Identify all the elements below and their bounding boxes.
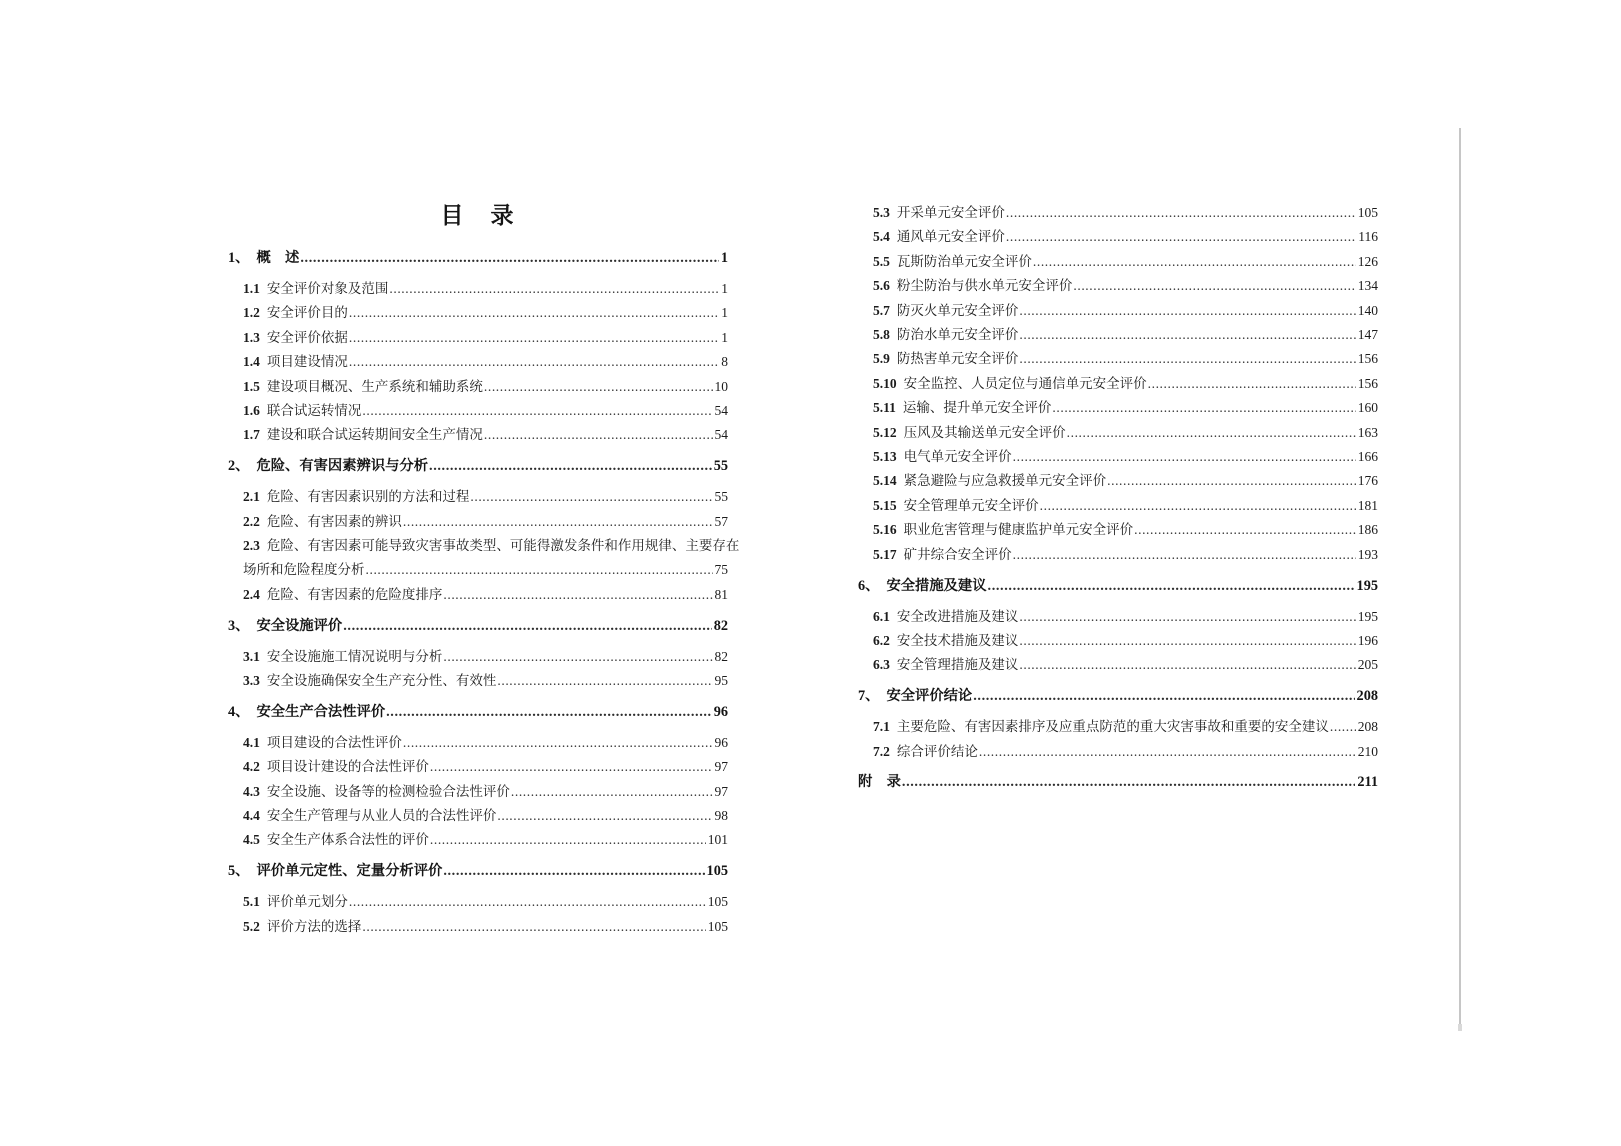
toc-entries-left bbox=[228, 246, 740, 939]
dot-leader bbox=[349, 350, 719, 374]
toc-entry bbox=[858, 715, 1378, 739]
toc-entry-page: 160 bbox=[1357, 400, 1378, 416]
toc-entry bbox=[858, 250, 1378, 274]
toc-left-column bbox=[228, 197, 740, 939]
toc-entry bbox=[858, 605, 1378, 629]
toc-entry bbox=[228, 804, 728, 828]
toc-entry-page: 82 bbox=[713, 617, 728, 634]
toc-entry bbox=[228, 700, 728, 724]
dot-leader bbox=[1067, 421, 1356, 445]
toc-entry bbox=[228, 485, 728, 509]
toc-entry-number: 7.1 bbox=[873, 719, 890, 735]
toc-entry-number: 1.1 bbox=[243, 280, 260, 296]
toc-entry-title: 安全生产合法性评价 bbox=[256, 703, 386, 720]
toc-entry bbox=[228, 669, 728, 693]
toc-entry-number: 3.3 bbox=[243, 673, 260, 688]
toc-entry-page: 140 bbox=[1357, 302, 1378, 318]
toc-entry-number: 1.7 bbox=[243, 427, 260, 443]
toc-entry bbox=[858, 225, 1378, 249]
dot-leader bbox=[349, 301, 719, 325]
toc-entry-number: 5.12 bbox=[873, 424, 897, 440]
toc-entry-title: 安全生产体系合法性的评价 bbox=[266, 832, 429, 848]
toc-entry bbox=[228, 583, 728, 607]
toc-entry bbox=[858, 469, 1378, 493]
toc-entry bbox=[228, 780, 728, 804]
toc-entry-page: 82 bbox=[714, 648, 728, 664]
dot-leader bbox=[1107, 469, 1356, 493]
dot-leader bbox=[443, 645, 712, 669]
toc-entry bbox=[228, 859, 728, 883]
dot-leader bbox=[1052, 396, 1355, 420]
dot-leader bbox=[511, 780, 713, 804]
toc-entry-number: 2、 bbox=[228, 458, 250, 475]
dot-leader bbox=[1134, 518, 1356, 542]
toc-entry-page: 8 bbox=[721, 354, 728, 370]
toc-entry-page: 156 bbox=[1357, 375, 1378, 391]
dot-leader bbox=[403, 731, 713, 755]
dot-leader bbox=[430, 828, 706, 852]
toc-entry-number: 1.3 bbox=[243, 329, 260, 345]
dot-leader bbox=[300, 246, 719, 270]
toc-entry-title: 建设项目概况、生产系统和辅助系统 bbox=[266, 378, 483, 394]
toc-entry-title: 安全措施及建议 bbox=[886, 577, 987, 594]
toc-entry bbox=[228, 915, 728, 939]
toc-entry bbox=[228, 510, 728, 534]
page-edge-line bbox=[1459, 128, 1461, 1028]
toc-entry-page: 195 bbox=[1356, 577, 1378, 594]
dot-leader bbox=[362, 915, 705, 939]
toc-entry-page: 57 bbox=[714, 513, 728, 529]
dot-leader bbox=[1040, 494, 1356, 518]
dot-leader bbox=[1330, 715, 1356, 739]
toc-entry-page: 181 bbox=[1357, 497, 1378, 513]
dot-leader bbox=[973, 684, 1354, 708]
toc-entry-title: 评价单元定性、定量分析评价 bbox=[256, 863, 443, 880]
dot-leader bbox=[484, 423, 713, 447]
toc-entry-page: 166 bbox=[1357, 449, 1378, 465]
toc-entry-page: 211 bbox=[1357, 774, 1378, 791]
toc-entry-title: 危险、有害因素可能导致灾害事故类型、可能得激发条件和作用规律、主要存在 bbox=[266, 537, 740, 553]
toc-entry bbox=[858, 372, 1378, 396]
toc-entry bbox=[228, 731, 728, 755]
toc-entry-title: 矿井综合安全评价 bbox=[903, 546, 1012, 562]
toc-entry-title: 紧急避险与应急救援单元安全评价 bbox=[903, 473, 1107, 489]
dot-leader bbox=[1019, 347, 1355, 371]
toc-entry bbox=[228, 534, 740, 583]
toc-entry bbox=[858, 543, 1378, 567]
toc-entry-title: 项目建设情况 bbox=[266, 354, 348, 370]
toc-entry-page: 95 bbox=[714, 673, 728, 688]
toc-entry-page: 97 bbox=[714, 783, 728, 799]
toc-entry-page: 210 bbox=[1357, 743, 1378, 759]
toc-entry-title: 项目设计建设的合法性评价 bbox=[266, 759, 429, 775]
toc-entry-number: 4.3 bbox=[243, 783, 260, 799]
toc-entry-title: 危险、有害因素的辨识 bbox=[266, 513, 402, 529]
toc-entry-title: 安全管理单元安全评价 bbox=[903, 497, 1039, 513]
dot-leader bbox=[1019, 299, 1355, 323]
toc-entry-number: 5.1 bbox=[243, 894, 260, 910]
toc-entry-number: 5.16 bbox=[873, 522, 897, 538]
toc-entry-page: 195 bbox=[1357, 608, 1378, 624]
dot-leader bbox=[362, 399, 712, 423]
toc-entry-number: 4、 bbox=[228, 703, 250, 720]
toc-entry-page: 147 bbox=[1357, 327, 1378, 343]
toc-entry-page: 208 bbox=[1357, 719, 1378, 735]
toc-entry-number: 1.5 bbox=[243, 378, 260, 394]
toc-entry-number: 5.2 bbox=[243, 918, 260, 934]
toc-entry bbox=[858, 629, 1378, 653]
toc-entry-page: 101 bbox=[707, 832, 728, 848]
toc-entry-title: 建设和联合试运转期间安全生产情况 bbox=[266, 427, 483, 443]
toc-entry-number: 5.3 bbox=[873, 205, 890, 220]
toc-entry-number: 5.7 bbox=[873, 302, 890, 318]
toc-entry-number: 6.3 bbox=[873, 657, 890, 673]
toc-entry-number: 5.14 bbox=[873, 473, 897, 489]
toc-entry bbox=[228, 645, 728, 669]
dot-leader bbox=[988, 574, 1355, 598]
toc-entry-title: 危险、有害因素辨识与分析 bbox=[256, 458, 429, 475]
toc-entry-title: 附 录 bbox=[858, 774, 901, 791]
dot-leader bbox=[484, 375, 713, 399]
toc-entry-title: 安全设施、设备等的检测检验合法性评价 bbox=[266, 783, 510, 799]
dot-leader bbox=[1019, 653, 1355, 677]
toc-entry-number: 6.1 bbox=[873, 608, 890, 624]
dot-leader bbox=[1006, 201, 1356, 225]
toc-entry bbox=[858, 770, 1378, 794]
toc-entry-page: 163 bbox=[1357, 424, 1378, 440]
toc-entry-title: 项目建设的合法性评价 bbox=[266, 734, 402, 750]
dot-leader bbox=[343, 614, 711, 638]
toc-entry-title: 危险、有害因素识别的方法和过程 bbox=[266, 489, 470, 505]
toc-entry-title: 运输、提升单元安全评价 bbox=[902, 400, 1052, 416]
toc-entry bbox=[858, 653, 1378, 677]
toc-entry bbox=[228, 301, 728, 325]
toc-entry-line1 bbox=[243, 534, 740, 558]
dot-leader bbox=[443, 583, 712, 607]
toc-entry bbox=[228, 614, 728, 638]
toc-entry-page: 126 bbox=[1357, 253, 1378, 269]
toc-entry-number: 2.1 bbox=[243, 489, 260, 505]
toc-entry-page: 55 bbox=[714, 489, 728, 505]
toc-entry-title: 安全评价目的 bbox=[266, 305, 348, 321]
toc-entry-title: 安全管理措施及建议 bbox=[896, 657, 1019, 673]
toc-entry bbox=[228, 755, 728, 779]
toc-entry-page: 205 bbox=[1357, 657, 1378, 673]
toc-entry-number: 5.13 bbox=[873, 449, 897, 465]
page-title: 目 录 bbox=[440, 203, 516, 228]
toc-entry-number: 1.4 bbox=[243, 354, 260, 370]
toc-entry-number: 4.2 bbox=[243, 759, 260, 775]
dot-leader bbox=[902, 770, 1355, 794]
toc-entry-number: 5.17 bbox=[873, 546, 897, 562]
toc-entry-page: 81 bbox=[714, 586, 728, 602]
toc-entry-page: 96 bbox=[714, 734, 728, 750]
toc-entry bbox=[858, 323, 1378, 347]
toc-entry-number: 5.10 bbox=[873, 375, 897, 391]
toc-entry bbox=[858, 494, 1378, 518]
toc-entry-page: 105 bbox=[707, 918, 728, 934]
toc-entry-title: 概 述 bbox=[256, 250, 300, 266]
toc-entry-number: 7、 bbox=[858, 688, 880, 705]
toc-entry-page: 156 bbox=[1357, 351, 1378, 367]
toc-entry-number: 1.6 bbox=[243, 402, 260, 418]
toc-entry-number: 5.15 bbox=[873, 497, 897, 513]
dot-leader bbox=[386, 700, 712, 724]
toc-entry-title: 安全设施施工情况说明与分析 bbox=[266, 648, 443, 664]
toc-entry-line2 bbox=[243, 558, 728, 582]
toc-entry-number: 5.11 bbox=[873, 400, 896, 416]
toc-entry-number: 6、 bbox=[858, 577, 880, 594]
toc-entry-page: 105 bbox=[707, 894, 728, 910]
toc-entry-title: 安全监控、人员定位与通信单元安全评价 bbox=[903, 375, 1147, 391]
toc-entry-number: 4.1 bbox=[243, 734, 260, 750]
toc-entry-title: 安全评价结论 bbox=[886, 688, 973, 705]
toc-entry-number: 5.5 bbox=[873, 253, 890, 269]
toc-entry-number: 2.3 bbox=[243, 537, 260, 553]
toc-entry-title: 安全评价依据 bbox=[266, 329, 348, 345]
toc-entry-title: 主要危险、有害因素排序及应重点防范的重大灾害事故和重要的安全建议 bbox=[896, 719, 1329, 735]
toc-entry bbox=[228, 890, 728, 914]
toc-entry-page: 105 bbox=[1357, 205, 1378, 220]
toc-entry-number: 7.2 bbox=[873, 743, 890, 759]
toc-entry-page: 54 bbox=[714, 402, 728, 418]
toc-entry-title: 安全生产管理与从业人员的合法性评价 bbox=[266, 808, 497, 824]
toc-entry bbox=[228, 828, 728, 852]
toc-entry bbox=[858, 684, 1378, 708]
toc-entry bbox=[858, 445, 1378, 469]
toc-entry bbox=[858, 274, 1378, 298]
toc-entry bbox=[228, 326, 728, 350]
toc-entry-page: 193 bbox=[1357, 546, 1378, 562]
toc-entry-number: 5.6 bbox=[873, 278, 890, 294]
dot-leader bbox=[1148, 372, 1356, 396]
toc-entry-page: 1 bbox=[721, 305, 728, 321]
toc-entry bbox=[858, 347, 1378, 371]
toc-entry bbox=[858, 518, 1378, 542]
dot-leader bbox=[497, 804, 712, 828]
toc-entry-title: 安全改进措施及建议 bbox=[896, 608, 1019, 624]
dot-leader bbox=[1006, 225, 1356, 249]
toc-entry-page: 176 bbox=[1357, 473, 1378, 489]
dot-leader bbox=[1019, 629, 1355, 653]
dot-leader bbox=[1073, 274, 1355, 298]
toc-entry-page: 1 bbox=[721, 329, 728, 345]
dot-leader bbox=[1013, 543, 1356, 567]
toc-entry-number: 3、 bbox=[228, 617, 250, 634]
toc-entry bbox=[228, 399, 728, 423]
toc-entry-title: 防热害单元安全评价 bbox=[896, 351, 1019, 367]
toc-entry-title: 安全设施评价 bbox=[256, 617, 343, 634]
toc-entry-page: 10 bbox=[714, 378, 728, 394]
toc-entry-title: 安全设施确保安全生产充分性、有效性 bbox=[266, 673, 497, 688]
toc-entry-title: 职业危害管理与健康监护单元安全评价 bbox=[903, 522, 1134, 538]
toc-entry-number: 4.4 bbox=[243, 808, 260, 824]
toc-entry-page: 75 bbox=[714, 562, 728, 578]
dot-leader bbox=[497, 669, 712, 693]
dot-leader bbox=[443, 859, 704, 883]
dot-leader bbox=[366, 558, 713, 582]
dot-leader bbox=[349, 326, 719, 350]
toc-entry-title: 瓦斯防治单元安全评价 bbox=[896, 253, 1032, 269]
toc-entry bbox=[858, 740, 1378, 764]
toc-right-column bbox=[858, 201, 1378, 801]
toc-entry bbox=[858, 396, 1378, 420]
toc-entry-number: 6.2 bbox=[873, 632, 890, 648]
toc-entry bbox=[228, 375, 728, 399]
toc-entry-page: 97 bbox=[714, 759, 728, 775]
toc-entry-number: 1.2 bbox=[243, 305, 260, 321]
toc-entry-number: 5、 bbox=[228, 863, 250, 880]
toc-entry-title: 评价单元划分 bbox=[266, 894, 348, 910]
toc-entry bbox=[228, 277, 728, 301]
toc-entry-page: 186 bbox=[1357, 522, 1378, 538]
toc-entry-page: 1 bbox=[720, 250, 728, 266]
toc-entry bbox=[858, 574, 1378, 598]
toc-entry bbox=[228, 454, 728, 478]
toc-entry-title: 电气单元安全评价 bbox=[903, 449, 1012, 465]
page-edge-nub bbox=[1458, 1024, 1462, 1031]
toc-entry-number: 5.8 bbox=[873, 327, 890, 343]
dot-leader bbox=[1019, 605, 1355, 629]
toc-entry-page: 96 bbox=[713, 703, 728, 720]
toc-entry-title: 安全评价对象及范围 bbox=[266, 280, 389, 296]
toc-entry-title: 通风单元安全评价 bbox=[896, 229, 1005, 245]
toc-entry-title: 防治水单元安全评价 bbox=[896, 327, 1019, 343]
toc-entry-number: 5.4 bbox=[873, 229, 890, 245]
dot-leader bbox=[979, 740, 1356, 764]
toc-entry-number: 1、 bbox=[228, 250, 250, 266]
toc-entry-page: 105 bbox=[706, 863, 728, 880]
dot-leader bbox=[403, 510, 713, 534]
toc-entry-title: 危险、有害因素的危险度排序 bbox=[266, 586, 443, 602]
dot-leader bbox=[1013, 445, 1356, 469]
toc-entry-title-continued: 场所和危险程度分析 bbox=[243, 562, 365, 578]
dot-leader bbox=[1033, 250, 1356, 274]
toc-entry-page: 116 bbox=[1358, 229, 1378, 245]
toc-entry bbox=[228, 423, 728, 447]
dot-leader bbox=[470, 485, 712, 509]
toc-entry-number: 5.9 bbox=[873, 351, 890, 367]
toc-entry-title: 粉尘防治与供水单元安全评价 bbox=[896, 278, 1073, 294]
toc-entry bbox=[228, 350, 728, 374]
toc-entry-title: 安全技术措施及建议 bbox=[896, 632, 1019, 648]
toc-entry-number: 4.5 bbox=[243, 832, 260, 848]
toc-entry-page: 196 bbox=[1357, 632, 1378, 648]
dot-leader bbox=[1019, 323, 1355, 347]
toc-entry-number: 2.2 bbox=[243, 513, 260, 529]
toc-entry-title: 综合评价结论 bbox=[896, 743, 978, 759]
toc-entry bbox=[858, 421, 1378, 445]
toc-entry bbox=[858, 201, 1378, 225]
toc-entry-title: 压风及其输送单元安全评价 bbox=[903, 424, 1066, 440]
dot-leader bbox=[389, 277, 719, 301]
toc-entry bbox=[228, 246, 728, 270]
dot-leader bbox=[349, 890, 706, 914]
toc-entry-title: 评价方法的选择 bbox=[266, 918, 362, 934]
dot-leader bbox=[429, 454, 712, 478]
toc-entry-page: 208 bbox=[1356, 688, 1378, 705]
toc-entry-number: 2.4 bbox=[243, 586, 260, 602]
toc-entry bbox=[858, 299, 1378, 323]
dot-leader bbox=[430, 755, 713, 779]
toc-entry-title: 开采单元安全评价 bbox=[896, 205, 1005, 220]
toc-entry-page: 55 bbox=[713, 458, 728, 475]
toc-entry-title: 防灭火单元安全评价 bbox=[896, 302, 1019, 318]
toc-entry-page: 134 bbox=[1357, 278, 1378, 294]
toc-entry-page: 1 bbox=[721, 280, 728, 296]
toc-entry-page: 54 bbox=[714, 427, 728, 443]
toc-entry-page: 98 bbox=[714, 808, 728, 824]
toc-entry-title: 联合试运转情况 bbox=[266, 402, 362, 418]
toc-entry-number: 3.1 bbox=[243, 648, 260, 664]
